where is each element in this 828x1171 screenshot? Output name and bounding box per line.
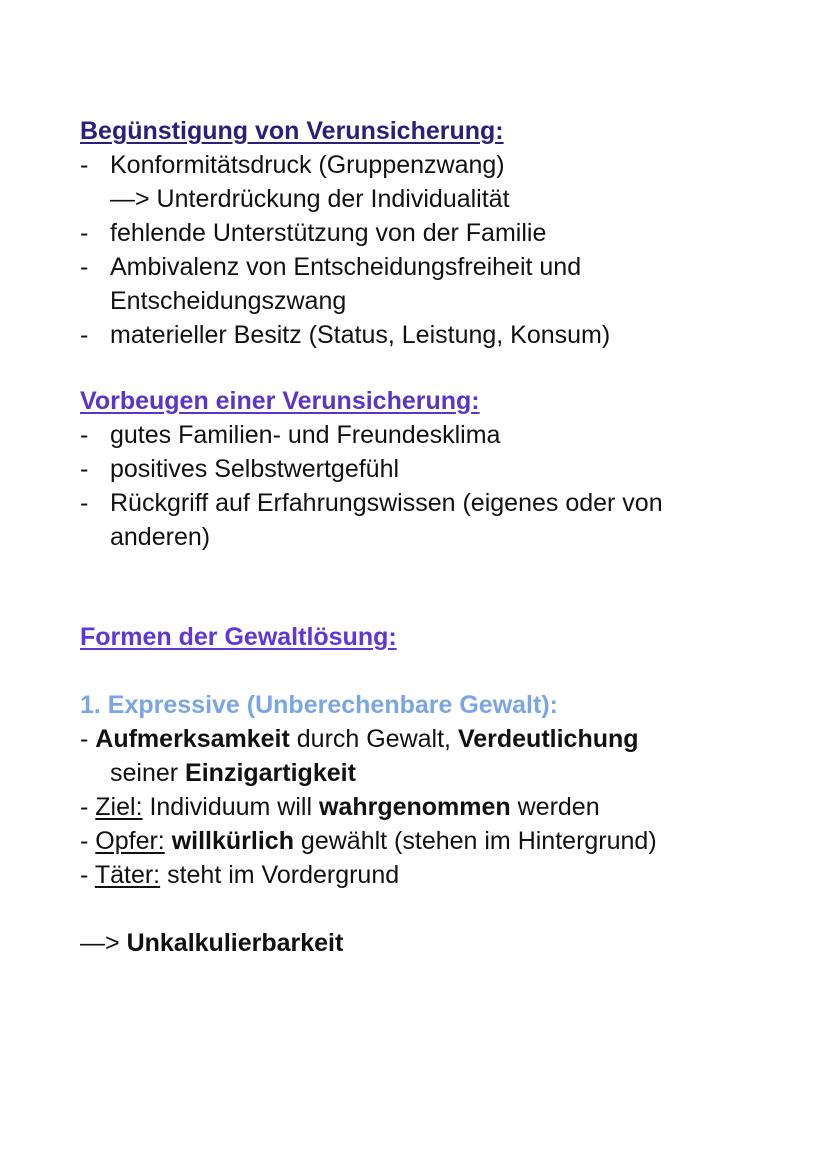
list-dash: - — [80, 793, 89, 821]
list-dash: - — [80, 421, 89, 449]
list-dash: - — [80, 321, 89, 349]
list-dash: - — [80, 455, 89, 483]
plain-text: werden — [510, 793, 600, 821]
list-item-text: gutes Familien- und Freundesklima — [110, 421, 501, 449]
subheading-expressive: 1. Expressive (Unberechenbare Gewalt): — [80, 691, 558, 719]
bold-term: wahrgenommen — [318, 793, 511, 821]
heading-beguenstigung: Begünstigung von Verunsicherung: — [80, 117, 504, 145]
underlined-label: Täter: — [94, 861, 161, 889]
underlined-label: Opfer: — [95, 827, 165, 855]
bold-term: willkürlich — [171, 827, 294, 855]
heading-formen: Formen der Gewaltlösung: — [80, 623, 397, 651]
list-dash: - — [80, 489, 89, 517]
list-dash: - — [80, 253, 89, 281]
bold-term: Unkalkulierbarkeit — [126, 929, 344, 957]
plain-text: seiner — [110, 759, 186, 787]
list-item-text: fehlende Unterstützung von der Familie — [110, 219, 547, 247]
list-dash: - — [80, 151, 89, 179]
list-item-text: materieller Besitz (Status, Leistung, Konsum) — [110, 321, 611, 349]
list-dash: - — [80, 827, 89, 855]
plain-text: durch Gewalt, — [289, 725, 458, 753]
detail-line — [80, 790, 600, 824]
list-item-text: Ambivalenz von Entscheidungsfreiheit und — [110, 253, 582, 281]
list-item-text: Entscheidungszwang — [110, 287, 347, 315]
plain-text: steht im Vordergrund — [160, 861, 400, 889]
detail-line — [80, 722, 639, 756]
plain-text: Individuum will — [142, 793, 319, 821]
bold-term: Verdeutlichung — [457, 725, 639, 753]
bold-term: Einzigartigkeit — [185, 759, 356, 787]
list-item-text: Konformitätsdruck (Gruppenzwang) — [110, 151, 505, 179]
list-dash: - — [80, 861, 89, 889]
list-item-text: positives Selbstwertgefühl — [110, 455, 400, 483]
heading-vorbeugen: Vorbeugen einer Verunsicherung: — [80, 387, 480, 415]
detail-line — [80, 824, 657, 858]
list-dash: - — [80, 219, 89, 247]
conclusion-line — [80, 926, 343, 960]
underlined-label: Ziel: — [95, 793, 143, 821]
plain-text: gewählt (stehen im Hintergrund) — [293, 827, 657, 855]
list-item-text: Rückgriff auf Erfahrungswissen (eigenes oder von — [110, 489, 663, 517]
arrow-text: —> — [80, 929, 120, 957]
list-item-text: —> Unterdrückung der Individualität — [110, 185, 510, 213]
detail-line — [80, 858, 399, 892]
detail-line-continuation — [110, 756, 356, 790]
bold-term: Aufmerksamkeit — [95, 725, 290, 753]
list-item-text: anderen) — [110, 523, 211, 551]
list-dash: - — [80, 725, 89, 753]
